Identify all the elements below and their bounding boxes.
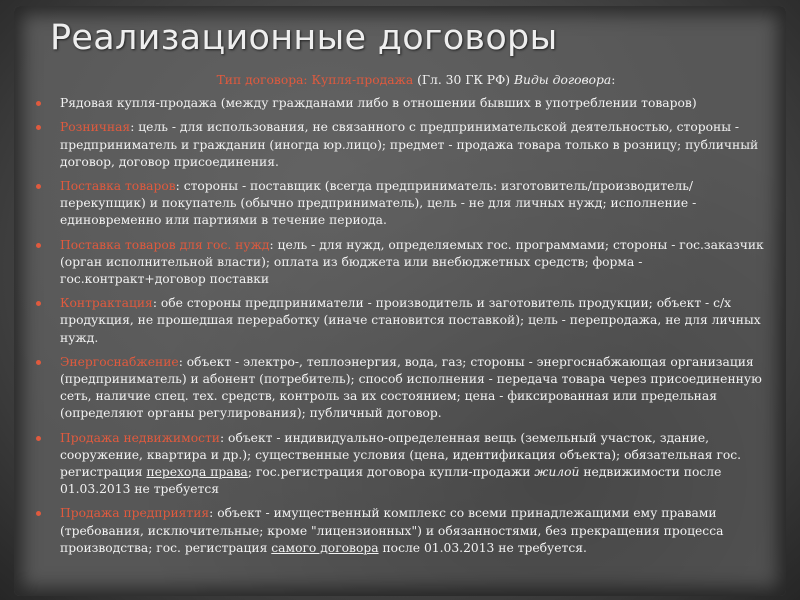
item-term: Контрактация <box>60 296 153 311</box>
slide-title: Реализационные договоры <box>50 18 558 58</box>
item-text: : цель - для нужд, определяемых гос. программами; стороны - гос.заказчик (орган исполнительной власти); оплата из бюджета или внебюджетных средств; форма - гос.контракт+договор поставки <box>60 237 764 287</box>
italic-word: жилой <box>534 465 580 480</box>
item-term: Розничная <box>60 120 131 135</box>
contract-type-label: Тип договора: Купля-продажа <box>216 73 414 87</box>
item-term: Поставка товаров <box>60 179 176 194</box>
item-text: : обе стороны предприниматели - производитель и заготовитель продукции; объект - с/х продукция, не прошедшая переработку (иначе становится поставкой); цель - перепродажа, не для личных нужд. <box>60 296 761 345</box>
item-term: Продажа недвижимости <box>60 430 220 445</box>
item-text: : объект - индивидуально-определенная вещь (земельный участок, здание, сооружение, квартира и др.); существенные условия (цена, идентификация объекта); обязательная гос. регистрация <box>60 430 742 480</box>
underlined-phrase: самого договора <box>271 540 379 555</box>
item-term: Продажа предприятия <box>60 506 210 521</box>
item-text: : стороны - поставщик (всегда предприниматель: изготовитель/производитель/перекупщик) и покупатель (обычно предприниматель), цель - не для личных нужд; исполнение - единовременно или партиями в течение периода. <box>60 179 697 228</box>
item-text: : цель - для использования, не связанного с предпринимательской деятельностью, стороны - предприниматель и гражданин (иногда юр.лицо); предмет - продажа товара только в розницу; публичный договор, договор присоединения. <box>60 120 759 169</box>
list-item <box>60 354 772 423</box>
underlined-phrase: перехода права <box>146 465 248 480</box>
item-text: ; гос.регистрация договора купли-продажи <box>247 465 535 480</box>
contract-type-line <box>60 72 772 89</box>
item-text: недвижимости после 01.03.2013 не требуется <box>60 465 722 497</box>
item-text: : объект - имущественный комплекс со всеми принадлежащими ему правами (требования, исключительные; кроме "лицензионных") и обязанностями, без прекращения процесса производства; гос. регистрация <box>60 506 724 555</box>
list-item <box>60 95 772 112</box>
contract-kinds-list <box>60 95 772 557</box>
item-text: Рядовая купля-продажа (между гражданами либо в отношении бывших в употреблении товаров) <box>60 96 697 111</box>
slide-content <box>60 72 772 564</box>
list-item <box>60 430 772 499</box>
item-term: Поставка товаров для гос. нужд <box>60 237 270 252</box>
list-item <box>60 237 772 289</box>
contract-kinds-label: Виды договора <box>513 73 612 87</box>
list-item <box>60 295 772 347</box>
bullet-icon <box>36 184 41 189</box>
item-text: : объект - электро-, теплоэнергия, вода, газ; стороны - энергоснабжающая организация (предприниматель) и абонент (потребитель); способ исполнения - передача товара через присоединенную сеть, наличие спец. тех. средств, контроль за их состоянием; цена - фиксированная или предельная (определяют органы регулирования); публичный договор. <box>60 354 762 421</box>
item-term: Энергоснабжение <box>60 354 179 369</box>
list-item <box>60 505 772 557</box>
chapter-ref: (Гл. 30 ГК РФ) <box>413 73 514 87</box>
bullet-icon <box>36 436 41 441</box>
bullet-icon <box>36 360 41 365</box>
item-text: после 01.03.2013 не требуется. <box>378 540 587 555</box>
list-item <box>60 178 772 230</box>
colon: : <box>611 73 616 87</box>
list-item <box>60 119 772 171</box>
bullet-icon <box>36 243 41 248</box>
